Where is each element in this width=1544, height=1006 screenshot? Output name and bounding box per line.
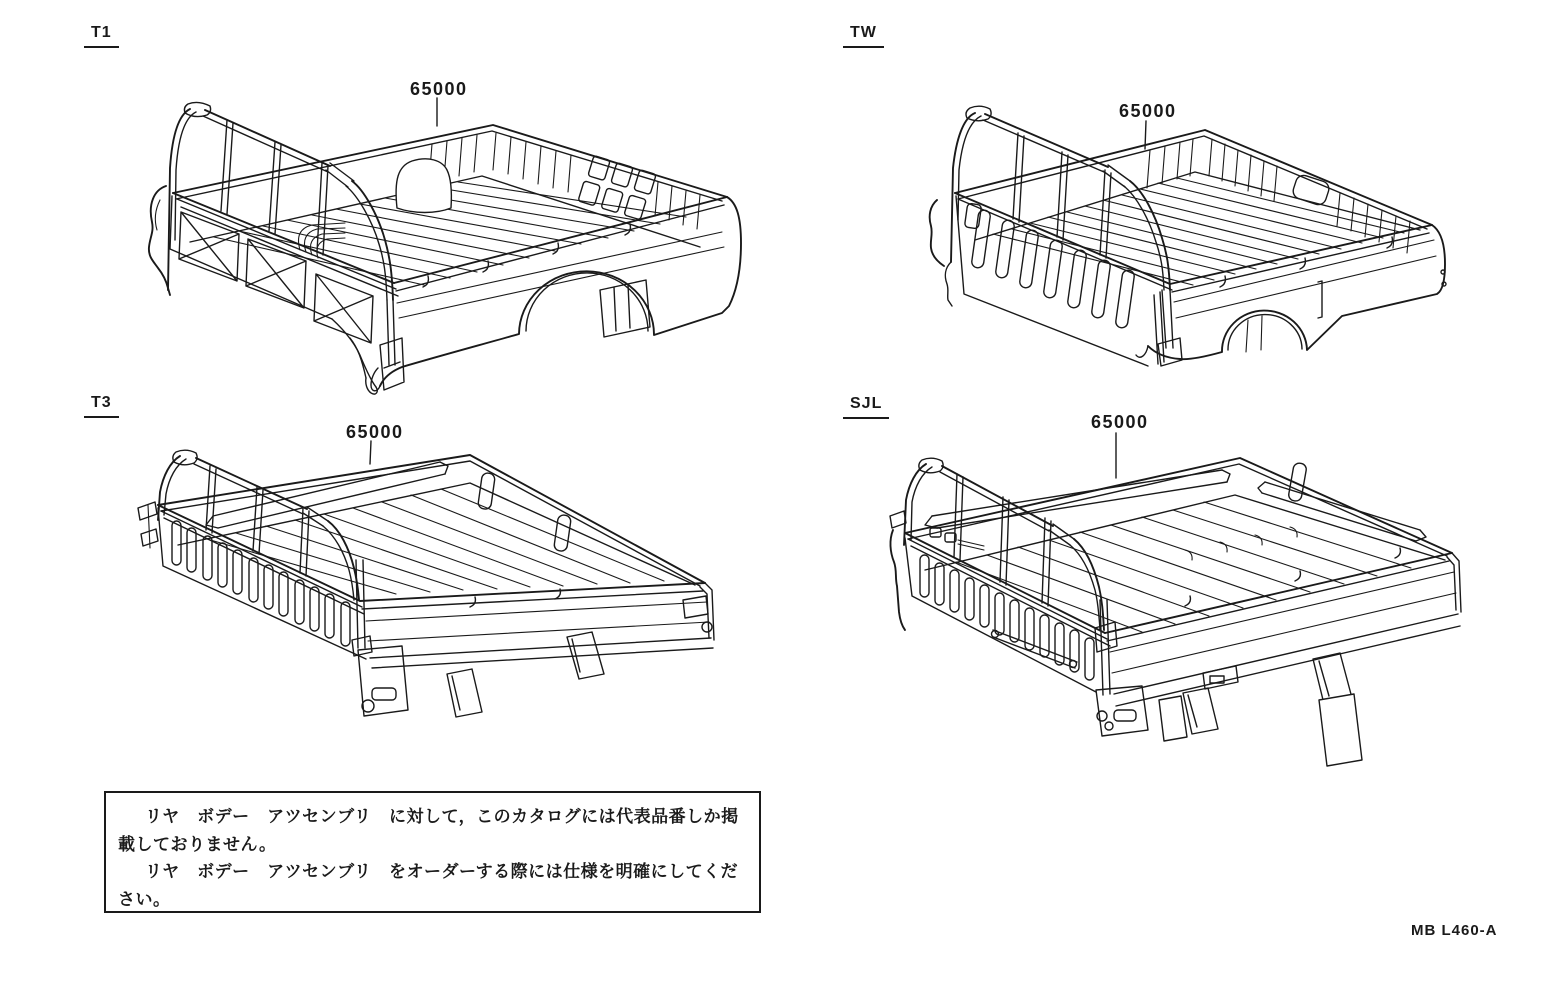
t3-leader-line: [370, 441, 371, 464]
t1-pickup-bed-illustration: [140, 75, 760, 405]
t3-dropside-bed-illustration: [130, 420, 750, 750]
tw-pickup-bed-illustration: [925, 75, 1470, 385]
note-line: リヤ ボデー アツセンブリ に対して，このカタログには代表品番しか掲: [145, 807, 739, 826]
note-line: さい。: [118, 889, 171, 909]
part-number-sjl: 65000: [1091, 412, 1149, 432]
figure-label-tw: TW: [843, 24, 884, 48]
part-number-t1: 65000: [410, 79, 468, 99]
note-line: 載しておりません。: [118, 834, 277, 854]
note-line: リヤ ボデー アツセンブリ をオーダーする際には仕様を明確にしてくだ: [145, 862, 739, 881]
note-box: [104, 791, 761, 913]
sjl-dropside-bed-illustration: [880, 410, 1485, 780]
part-number-t3: 65000: [346, 422, 404, 442]
page-code: MB L460-A: [1411, 922, 1498, 939]
figure-label-sjl: SJL: [843, 395, 889, 419]
figure-label-t1: T1: [84, 24, 119, 48]
figure-label-t3: T3: [84, 394, 119, 418]
part-number-tw: 65000: [1119, 101, 1177, 121]
